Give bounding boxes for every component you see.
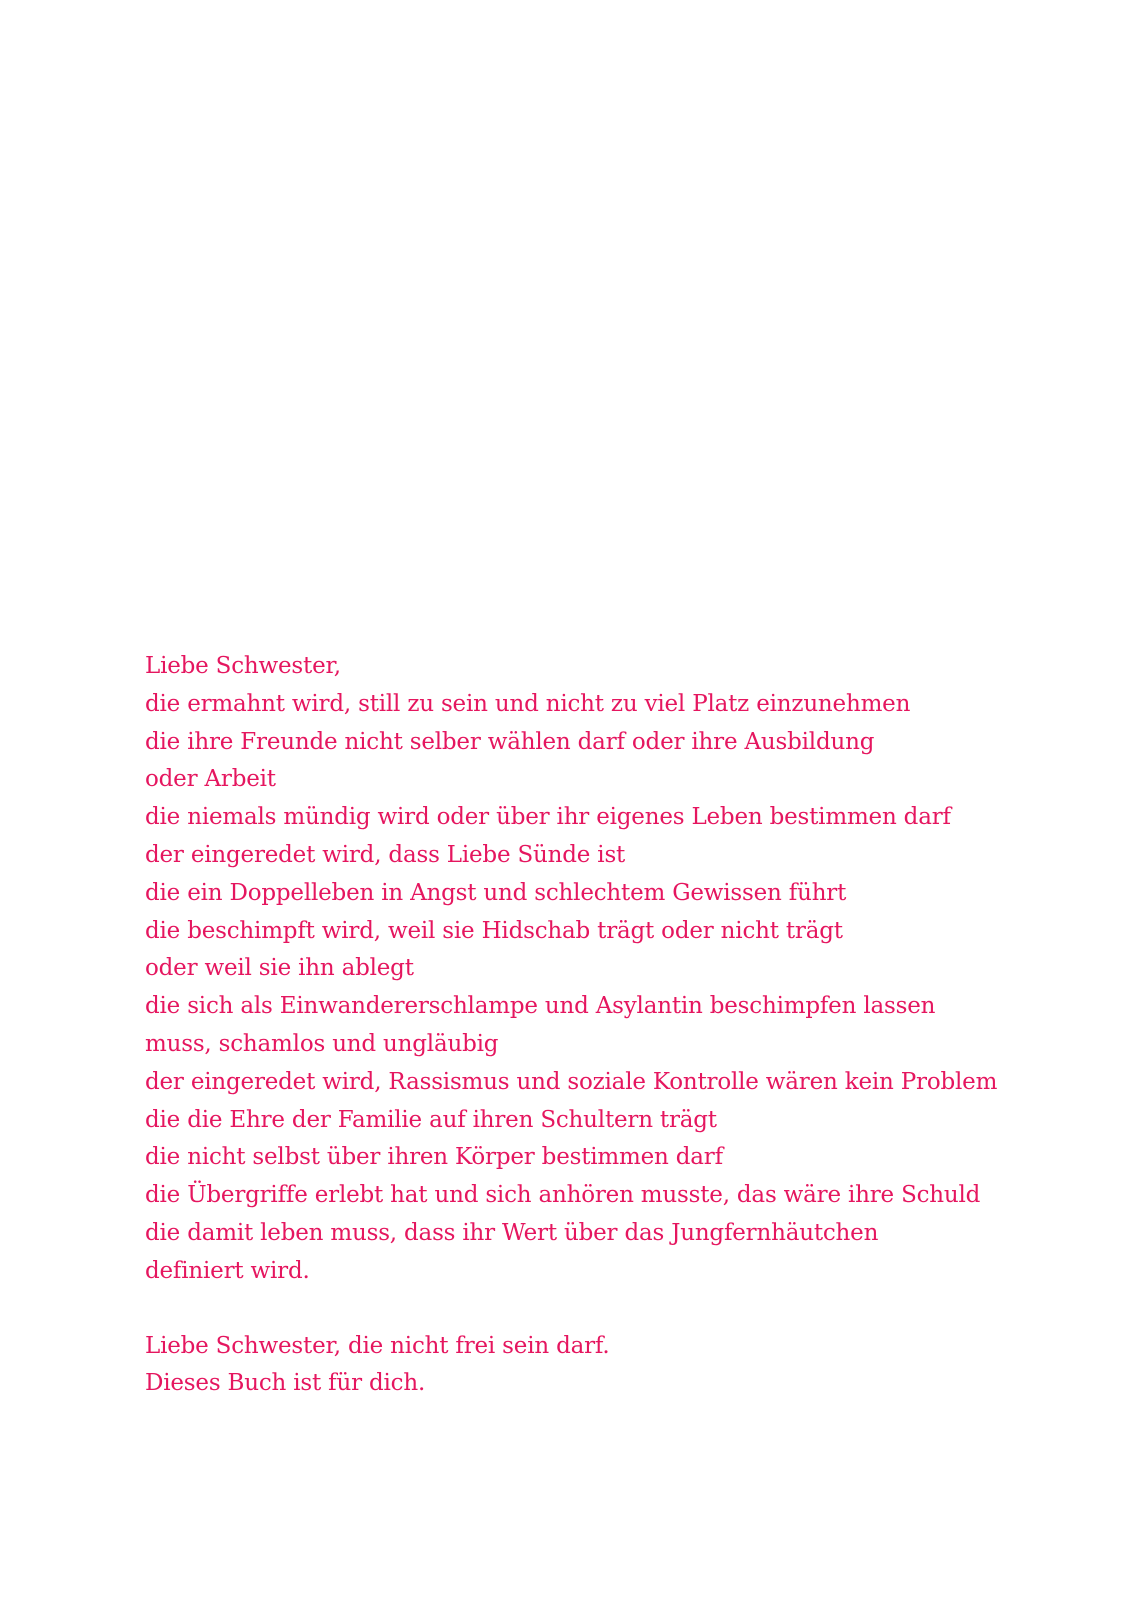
text-line: die beschimpft wird, weil sie Hidschab trägt oder nicht trägt: [145, 917, 843, 944]
stanza-main: [145, 648, 1105, 1291]
dedication-text: [145, 648, 1105, 1403]
text-line: die sich als Einwandererschlampe und Asylantin beschimpfen lassen: [145, 993, 936, 1020]
text-line: die damit leben muss, dass ihr Wert über das Jungfernhäutchen: [145, 1219, 879, 1246]
text-line: die ihre Freunde nicht selber wählen darf oder ihre Ausbildung: [145, 728, 875, 755]
stanza-closing: [145, 1328, 1105, 1404]
text-line: die ein Doppelleben in Angst und schlechtem Gewissen führt: [145, 879, 847, 906]
text-line: die ermahnt wird, still zu sein und nicht zu viel Platz einzunehmen: [145, 690, 911, 717]
text-line: der eingeredet wird, Rassismus und soziale Kontrolle wären kein Problem: [145, 1068, 998, 1095]
text-line: muss, schamlos und ungläubig: [145, 1030, 499, 1057]
text-line: die niemals mündig wird oder über ihr eigenes Leben bestimmen darf: [145, 804, 951, 831]
text-line: der eingeredet wird, dass Liebe Sünde ist: [145, 841, 626, 868]
text-line: die Übergriffe erlebt hat und sich anhören musste, das wäre ihre Schuld: [145, 1182, 981, 1209]
text-line: oder Arbeit: [145, 766, 276, 793]
text-line: die die Ehre der Familie auf ihren Schultern trägt: [145, 1106, 717, 1133]
text-line: die nicht selbst über ihren Körper bestimmen darf: [145, 1144, 723, 1171]
text-line: Liebe Schwester,: [145, 653, 341, 679]
text-line: Liebe Schwester, die nicht frei sein darf.: [145, 1332, 610, 1359]
text-line: oder weil sie ihn ablegt: [145, 955, 414, 982]
text-line: Dieses Buch ist für dich.: [145, 1370, 426, 1397]
text-line: definiert wird.: [145, 1257, 310, 1284]
